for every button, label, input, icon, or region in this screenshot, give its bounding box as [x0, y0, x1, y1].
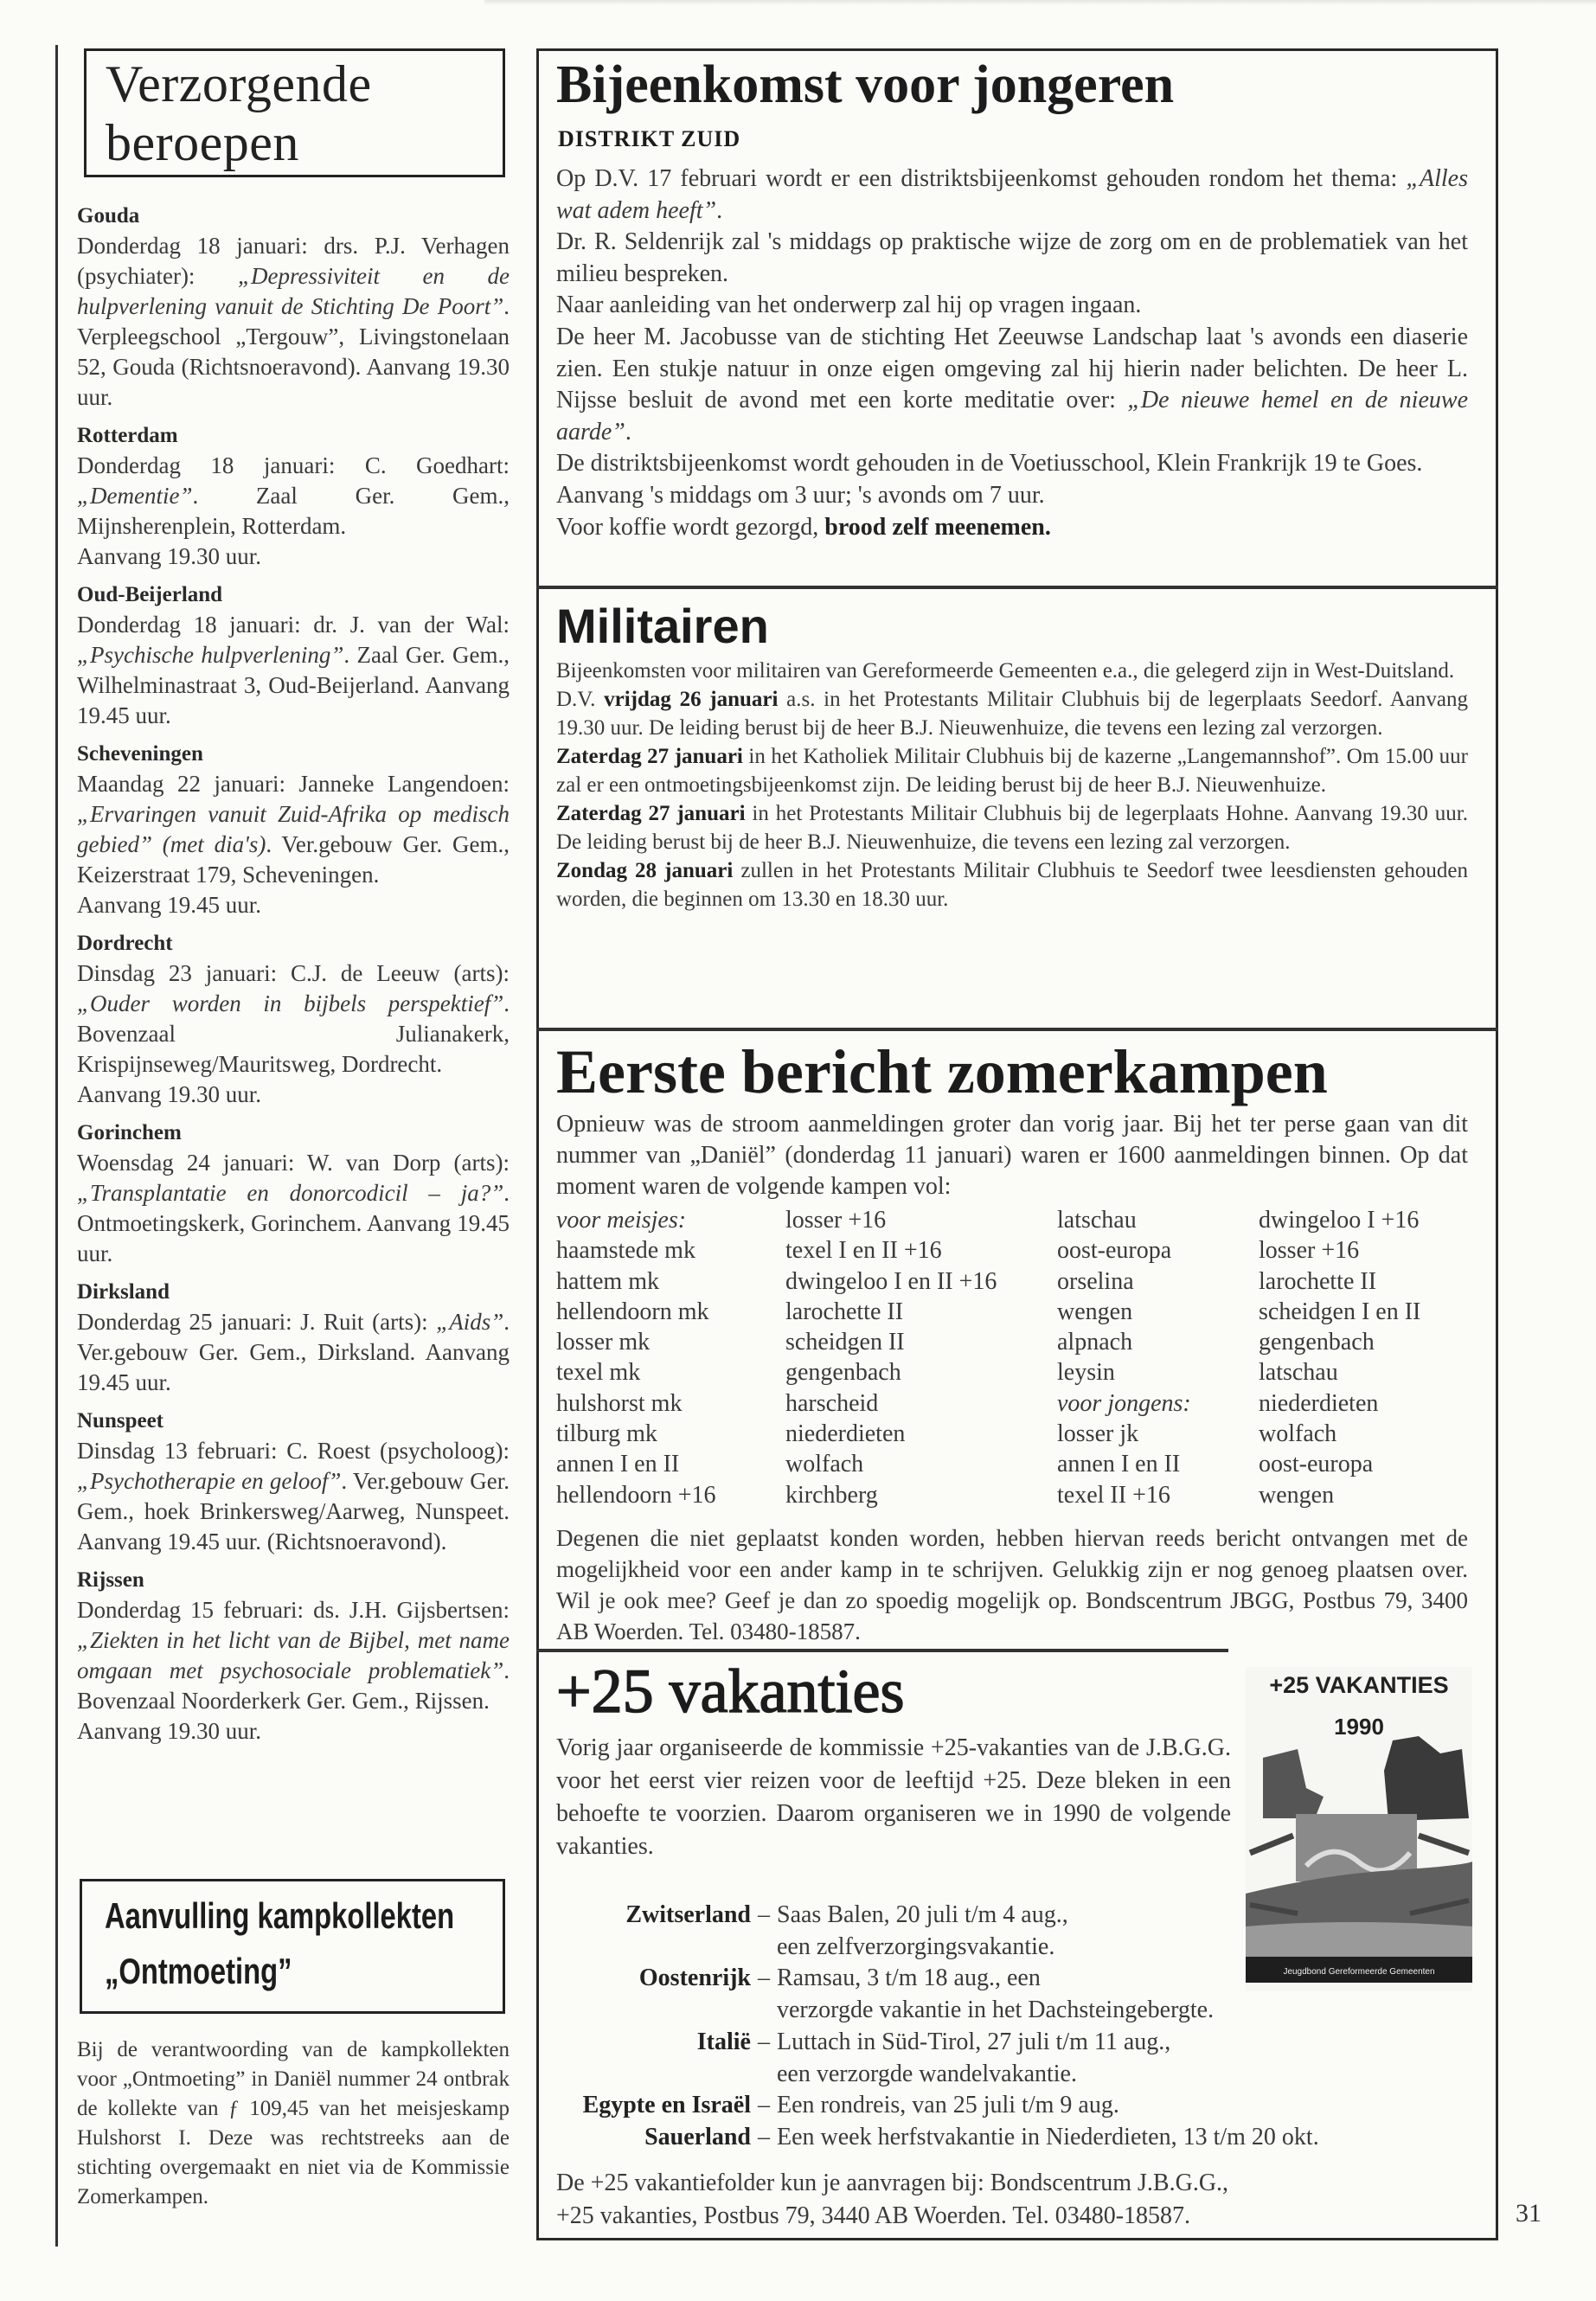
event-entry [77, 580, 510, 731]
dash: – [758, 1965, 770, 1992]
text-run: Maandag 22 januari: Janneke Langendoen: [77, 771, 510, 797]
italic-text: „Ziekten in het licht van de Bijbel, met name omgaan met psychosociale problematiek” [77, 1627, 510, 1683]
camp-name [785, 1327, 997, 1357]
militairen-body [556, 657, 1468, 913]
text-run: Woensdag 24 januari: W. van Dorp (arts): [77, 1150, 510, 1176]
italic-text: „Alles wat adem heeft” [556, 165, 1468, 224]
vakantie-item [556, 1963, 1248, 2026]
bold-text: Zaterdag 27 januari [556, 745, 743, 768]
camp-name [556, 1297, 716, 1327]
vakantie-country: Oostenrijk [638, 1965, 751, 1992]
text-run: De heer M. Jacobusse van de stichting Het Zeeuwse Landschap laat 's avonds een diaserie zien. Een stukje natuur in onze eigen omgeving zal hij hierin nader belichten. De heer L. Nijsse besluit de avond met een korte meditatie over: [556, 323, 1468, 414]
text-run: losser +16 [785, 1207, 887, 1234]
text-run: scheidgen I en II [1259, 1298, 1421, 1325]
text-run: Vorig jaar organiseerde de kommissie +25-vakanties van de J.B.G.G. voor het eerst vier reizen voor de leeftijd +25. Deze bleken in een behoefte te voorzien. Daarom organiseren we in 1990 de volgende vakanties. [556, 1734, 1231, 1860]
text-run: dwingeloo I +16 [1259, 1207, 1420, 1234]
camp-name [556, 1480, 716, 1510]
text-run: Bij de verantwoording van de kampkollekten voor „Ontmoeting” in Daniël nummer 24 ontbrak de kollekte van ƒ 109,45 van het meisjeskamp Hulshorst I. Deze was rechtstreeks aan de stichting overgemaakt en niet via de Kommissie Zomerkampen. [77, 2038, 510, 2208]
text-run: . Ver.gebouw Ger. Gem., hoek Brinkersweg/Aarweg, Nunspeet. Aanvang 19.45 uur. (Richtsnoeravond). [77, 1468, 510, 1554]
camp-name [1259, 1327, 1420, 1357]
camp-column [556, 1205, 716, 1510]
section-title-line: Aanvulling kampkollekten [105, 1895, 455, 1936]
zomerkampen-title: Eerste bericht zomerkampen [556, 1037, 1328, 1106]
text-run: a.s. in het Protestants Militair Clubhuis bij de legerplaats Seedorf. Aanvang 19.30 uur. De leiding berust bij de heer B.J. Nieuwenhuize, die tevens een lezing zal verzorgen. [556, 688, 1468, 740]
camp-name [785, 1235, 997, 1266]
event-list [77, 201, 510, 1754]
text-run: losser +16 [1259, 1237, 1360, 1265]
vakantie-country: Italië [696, 2028, 751, 2055]
italic-text: „Psychotherapie en geloof” [77, 1468, 342, 1494]
text-run: hattem mk [556, 1267, 659, 1295]
text-run: kirchberg [785, 1481, 878, 1509]
vakantie-details [777, 1963, 1248, 2026]
vakantie-details [777, 2090, 1248, 2122]
poster-photo-collage [1246, 1667, 1472, 1991]
text-run: Opnieuw was de stroom aanmeldingen groter dan vorig jaar. Bij het ter perse gaan van dit nummer van „Daniël” (donderdag 11 januari) waren er 1600 aanmeldingen binnen. Op dat moment waren de volgende kampen vol: [556, 1111, 1468, 1200]
event-city: Dordrecht [77, 932, 173, 955]
text-run: oost-europa [1259, 1451, 1374, 1478]
camp-name [1057, 1297, 1191, 1327]
event-entry [77, 201, 510, 413]
italic-text: voor meisjes: [556, 1207, 687, 1234]
camp-name [1259, 1266, 1420, 1297]
text-run: wolfach [1259, 1420, 1337, 1448]
text-run: in het Katholiek Militair Clubhuis bij de kazerne „Langemannshof”. Om 15.00 uur zal er een ontmoetingsbijeenkomst zijn. De leiding berust bij de heer B.J. Nieuwenhuize. [556, 745, 1468, 797]
militairen-title: Militairen [556, 599, 769, 653]
vakantie-item [556, 1900, 1248, 1963]
camp-name [785, 1297, 997, 1327]
camp-name [1057, 1480, 1191, 1510]
camp-name [1057, 1419, 1191, 1449]
text-run: larochette II [785, 1298, 904, 1325]
aanvulling-title-box [80, 1879, 505, 2014]
text-run: annen I en II [1057, 1451, 1181, 1478]
text-run: scheidgen II [785, 1329, 905, 1356]
text-run: hulshorst mk [556, 1389, 683, 1417]
camp-name [785, 1205, 997, 1235]
vakanties-poster-image [1246, 1667, 1472, 1991]
text-run: zullen in het Protestants Militair Clubhuis te Seedorf twee leesdiensten gehouden worden, die beginnen om 13.30 en 18.30 uur. [556, 859, 1468, 911]
text-run: Donderdag 15 februari: ds. J.H. Gijsbertsen: [77, 1597, 510, 1623]
text-run: Op D.V. 17 februari wordt er een distriktsbijeenkomst gehouden rondom het thema: [556, 165, 1407, 192]
text-run: De distriktsbijeenkomst wordt gehouden in de Voetiusschool, Klein Frankrijk 19 te Goes. [556, 450, 1423, 478]
text-run: losser mk [556, 1329, 651, 1356]
camp-name [785, 1266, 997, 1297]
text-run: gengenbach [785, 1359, 901, 1387]
detail-line: Saas Balen, 20 juli t/m 4 aug., [777, 1901, 1068, 1928]
camp-name [1057, 1205, 1191, 1235]
camp-name [1057, 1449, 1191, 1479]
camp-name [1259, 1205, 1420, 1235]
dash: – [758, 2092, 770, 2119]
detail-line: een zelfverzorgingsvakantie. [777, 1932, 1055, 1960]
vakanties-outro [556, 2167, 1228, 2233]
section-divider [536, 586, 1498, 589]
event-description [77, 231, 510, 413]
camp-name [1259, 1480, 1420, 1510]
event-description [77, 958, 510, 1110]
camp-name [1057, 1266, 1191, 1297]
text-run: Dinsdag 13 februari: C. Roest (psycholoog): [77, 1438, 510, 1464]
text-run: haamstede mk [556, 1237, 695, 1265]
text-run: Naar aanleiding van het onderwerp zal hij op vragen ingaan. [556, 292, 1142, 319]
paragraph [556, 227, 1468, 290]
text-run: Donderdag 18 januari: drs. P.J. Verhagen (psychiater): [77, 233, 510, 289]
text-run: . Zaal Ger. Gem., Mijnsherenplein, Rotterdam. [77, 483, 510, 539]
text-run: niederdieten [1259, 1389, 1379, 1417]
camp-column [1259, 1205, 1420, 1510]
camp-name [785, 1388, 997, 1419]
event-city: Scheveningen [77, 742, 203, 766]
text-run: . Verpleegschool „Tergouw”, Livingstonelaan 52, Gouda (Richtsnoeravond). Aanvang 19.30 uur. [77, 293, 510, 410]
paragraph [556, 799, 1468, 856]
text-run: Voor koffie wordt gezorgd, [556, 513, 825, 541]
text-run: . Bovenzaal Julianakerk, Krispijnseweg/Mauritsweg, Dordrecht. [77, 990, 510, 1077]
camp-group-label [1057, 1388, 1191, 1419]
camp-name [785, 1357, 997, 1388]
vakanties-title: +25 vakanties [556, 1657, 905, 1726]
camp-name [1057, 1327, 1191, 1357]
dash: – [758, 2028, 770, 2055]
detail-line: verzorgde vakantie in het Dachsteingebergte. [777, 1997, 1215, 2024]
vakantie-item [556, 2027, 1248, 2090]
text-run: . [625, 418, 631, 445]
paragraph [556, 742, 1468, 799]
text-run: orselina [1057, 1267, 1134, 1295]
bijeenkomst-body [556, 163, 1468, 543]
poster-caption: Jeugdbond Gereformeerde Gemeenten [1283, 1967, 1435, 1977]
event-entry [77, 1118, 510, 1269]
text-run: Aanvang 's middags om 3 uur; 's avonds om 7 uur. [556, 481, 1045, 509]
event-entry [77, 1565, 510, 1747]
paragraph [556, 480, 1468, 512]
italic-text: „Transplantatie en donorcodicil – ja?” [77, 1180, 504, 1206]
italic-text: „Ouder worden in bijbels perspektief” [77, 990, 504, 1016]
zomerkampen-outro [556, 1522, 1468, 1647]
vakantie-country: Zwitserland [625, 1901, 751, 1928]
text-run: annen I en II [556, 1451, 680, 1478]
text-run: Dinsdag 23 januari: C.J. de Leeuw (arts): [77, 960, 510, 986]
text-run: hellendoorn +16 [556, 1481, 716, 1509]
event-description [77, 1595, 510, 1747]
zomerkampen-intro [556, 1109, 1468, 1202]
vakantie-country: Egypte en Israël [582, 2092, 751, 2119]
text-run: wengen [1259, 1481, 1335, 1509]
section-title-line: Verzorgende [106, 55, 372, 112]
outro-line: De +25 vakantiefolder kun je aanvragen bij: Bondscentrum J.B.G.G., [556, 2170, 1229, 2196]
camp-name [556, 1357, 716, 1388]
paragraph [556, 856, 1468, 913]
italic-text: „Ervaringen vanuit Zuid-Afrika op medisch gebied” (met dia's) [77, 801, 510, 857]
poster-title: +25 VAKANTIES [1269, 1672, 1449, 1698]
vakanties-list [556, 1900, 1319, 2154]
camp-name [785, 1449, 997, 1479]
text-run: latschau [1057, 1207, 1137, 1234]
dash: – [758, 2123, 770, 2150]
text-run: . Ver.gebouw Ger. Gem., Keizerstraat 179, Scheveningen. [77, 831, 510, 888]
page-number: 31 [1516, 2199, 1542, 2227]
bijeenkomst-subtitle: DISTRIKT ZUID [558, 126, 741, 151]
vakantie-details [777, 1900, 1248, 1963]
paragraph [556, 322, 1468, 448]
event-description [77, 1436, 510, 1557]
text-run: Donderdag 25 januari: J. Ruit (arts): [77, 1309, 437, 1335]
event-entry [77, 1406, 510, 1557]
vakanties-intro [556, 1732, 1231, 1863]
event-entry [77, 420, 510, 572]
text-run: Aanvang 19.30 uur. [77, 1081, 261, 1107]
vakantie-item [556, 2122, 1319, 2154]
paragraph [556, 512, 1468, 544]
text-run: niederdieten [785, 1420, 906, 1448]
camp-name [1259, 1297, 1420, 1327]
italic-text: „Depressiviteit en de hulpverlening vanuit de Stichting De Poort” [77, 263, 510, 319]
camp-column [785, 1205, 997, 1510]
text-run: Donderdag 18 januari: C. Goedhart: [77, 452, 510, 478]
text-run: oost-europa [1057, 1237, 1172, 1265]
text-run: Aanvang 19.30 uur. [77, 1718, 261, 1744]
event-city: Rijssen [77, 1568, 144, 1592]
camp-name [1259, 1357, 1420, 1388]
text-run: wengen [1057, 1298, 1133, 1325]
text-run: tilburg mk [556, 1420, 657, 1448]
detail-line: Een week herfstvakantie in Niederdieten, 13 t/m 20 okt. [777, 2123, 1319, 2150]
bold-text: vrijdag 26 januari [604, 688, 779, 711]
italic-text: „Aids” [436, 1309, 504, 1335]
section-divider [536, 1649, 1228, 1652]
vakantie-item [556, 2090, 1248, 2122]
event-entry [77, 1277, 510, 1398]
text-run: Aanvang 19.30 uur. [77, 543, 261, 569]
event-city: Gorinchem [77, 1121, 182, 1144]
text-run: harscheid [785, 1389, 879, 1417]
text-run: Donderdag 18 januari: dr. J. van der Wal: [77, 612, 510, 638]
vakantie-details [777, 2122, 1319, 2154]
camp-name [785, 1480, 997, 1510]
camp-name [1259, 1419, 1420, 1449]
italic-text: voor jongens: [1057, 1389, 1191, 1417]
paragraph [556, 163, 1468, 227]
event-city: Oud-Beijerland [77, 583, 223, 606]
text-run: texel II +16 [1057, 1481, 1170, 1509]
event-city: Gouda [77, 204, 140, 228]
detail-line: Ramsau, 3 t/m 18 aug., een [777, 1965, 1041, 1992]
italic-text: „De nieuwe hemel en de nieuwe aarde” [556, 387, 1468, 445]
bold-text: brood zelf meenemen. [824, 513, 1051, 541]
section-title-line: „Ontmoeting” [105, 1951, 292, 1991]
paragraph [556, 685, 1468, 742]
text-run: Bijeenkomsten voor militairen van Gereformeerde Gemeenten e.a., die gelegerd zijn in West-Duitsland. [556, 659, 1455, 683]
aanvulling-body [77, 2035, 510, 2212]
event-city: Dirksland [77, 1280, 170, 1304]
camp-name [1057, 1235, 1191, 1266]
paragraph [556, 290, 1468, 322]
camp-name [1259, 1235, 1420, 1266]
camp-name [556, 1327, 716, 1357]
event-description [77, 451, 510, 572]
text-run: . Ontmoetingskerk, Gorinchem. Aanvang 19.45 uur. [77, 1180, 510, 1266]
italic-text: „Dementie” [77, 483, 193, 509]
text-run: . Ver.gebouw Ger. Gem., Dirksland. Aanvang 19.45 uur. [77, 1309, 510, 1395]
section-title-line: beroepen [106, 114, 299, 171]
section-divider [536, 1028, 1498, 1031]
column-rule [55, 45, 58, 2247]
event-description [77, 610, 510, 731]
camp-name [556, 1449, 716, 1479]
text-run: alpnach [1057, 1329, 1133, 1356]
text-run: Dr. R. Seldenrijk zal 's middags op praktische wijze de zorg om en de problematiek van het milieu bespreken. [556, 228, 1468, 287]
detail-line: een verzorgde wandelvakantie. [777, 2060, 1077, 2087]
paragraph [556, 448, 1468, 480]
event-description [77, 1307, 510, 1398]
poster-year: 1990 [1334, 1714, 1384, 1740]
text-run: . Zaal Ger. Gem., Wilhelminastraat 3, Oud-Beijerland. Aanvang 19.45 uur. [77, 642, 510, 728]
scan-edge [484, 0, 1596, 5]
camp-name [556, 1235, 716, 1266]
text-run: . [716, 196, 723, 224]
camp-name [1259, 1449, 1420, 1479]
text-run: larochette II [1259, 1267, 1377, 1295]
text-run: Degenen die niet geplaatst konden worden, hebben hiervan reeds bericht ontvangen met de mogelijkheid voor een ander kamp in te schrijven. Gelukkig zijn er nog genoeg plaatsen over. Wil je ook mee? Geef je dan zo spoedig mogelijk op. Bondscentrum JBGG, Postbus 79, 3400 AB Woerden. Tel. 03480-18587. [556, 1525, 1468, 1644]
text-run: D.V. [556, 688, 605, 711]
camp-name [785, 1419, 997, 1449]
camp-name [1259, 1388, 1420, 1419]
text-run: latschau [1259, 1359, 1338, 1387]
text-run: wolfach [785, 1451, 864, 1478]
text-run: hellendoorn mk [556, 1298, 709, 1325]
vakantie-country: Sauerland [644, 2123, 751, 2150]
event-city: Nunspeet [77, 1409, 164, 1433]
text-run: dwingeloo I en II +16 [785, 1267, 997, 1295]
text-run: in het Protestants Militair Clubhuis bij de legerplaats Hohne. Aanvang 19.30 uur. De leiding berust bij de heer B.J. Nieuwenhuize, die tevens een lezing zal verzorgen. [556, 802, 1468, 854]
bold-text: Zaterdag 27 januari [556, 802, 746, 825]
event-entry [77, 928, 510, 1110]
camp-name [556, 1388, 716, 1419]
text-run: Aanvang 19.45 uur. [77, 892, 261, 918]
outro-line: +25 vakanties, Postbus 79, 3440 AB Woerden. Tel. 03480-18587. [556, 2202, 1191, 2229]
camp-name [1057, 1357, 1191, 1388]
detail-line: Een rondreis, van 25 juli t/m 9 aug. [777, 2092, 1119, 2119]
bold-text: Zondag 28 januari [556, 859, 734, 882]
event-city: Rotterdam [77, 424, 178, 447]
text-run: texel mk [556, 1359, 641, 1387]
event-entry [77, 739, 510, 920]
vakantie-details [777, 2027, 1248, 2090]
camp-column [1057, 1205, 1191, 1510]
text-run: . Bovenzaal Noorderkerk Ger. Gem., Rijssen. [77, 1657, 510, 1714]
text-run: leysin [1057, 1359, 1115, 1387]
text-run: texel I en II +16 [785, 1237, 942, 1265]
paragraph [556, 657, 1468, 685]
dash: – [758, 1901, 770, 1928]
text-run: gengenbach [1259, 1329, 1375, 1356]
camp-name [556, 1266, 716, 1297]
bijeenkomst-title: Bijeenkomst voor jongeren [556, 55, 1175, 114]
text-run: losser jk [1057, 1420, 1139, 1448]
event-description [77, 1148, 510, 1269]
event-description [77, 769, 510, 920]
camp-group-label [556, 1205, 716, 1235]
detail-line: Luttach in Süd-Tirol, 27 juli t/m 11 aug., [777, 2028, 1171, 2055]
verzorgende-beroepen-title-box [84, 48, 505, 177]
italic-text: „Psychische hulpverlening” [77, 642, 344, 668]
camp-name [556, 1419, 716, 1449]
